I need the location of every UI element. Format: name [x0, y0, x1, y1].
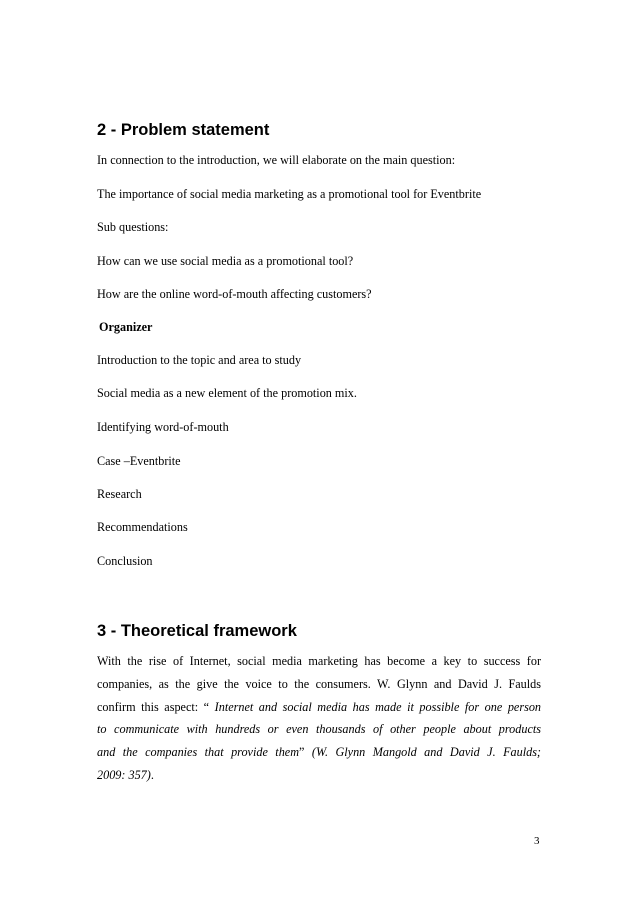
- organizer-item: Conclusion: [97, 554, 153, 568]
- paragraph-line: companies, as the give the voice to the consumers. W. Glynn and David J. Faulds: [97, 676, 541, 691]
- sub-questions-label: Sub questions:: [97, 220, 169, 234]
- intro-text: In connection to the introduction, we will elaborate on the main question:: [97, 153, 456, 167]
- organizer-item: Research: [97, 487, 142, 501]
- paragraph-line: [97, 718, 541, 741]
- citation-period: .: [150, 767, 154, 782]
- sub-question-2: How are the online word-of-mouth affecting customers?: [97, 287, 372, 301]
- section-2-heading: 2 - Problem statement: [97, 121, 270, 139]
- quote-text: Internet and social media has made it possible for one person: [214, 699, 542, 714]
- paragraph-line: With the rise of Internet, social media marketing has become a key to success for: [97, 654, 541, 668]
- paragraph-line: [97, 764, 541, 787]
- organizer-item: Introduction to the topic and area to study: [97, 353, 302, 367]
- paragraph-line: [97, 696, 541, 719]
- quote-intro: confirm this aspect: “: [97, 699, 210, 714]
- organizer-item: Social media as a new element of the promotion mix.: [97, 386, 357, 400]
- theoretical-framework-paragraph: [97, 650, 541, 787]
- page-number: 3: [534, 835, 540, 847]
- main-question: The importance of social media marketing as a promotional tool for Eventbrite: [97, 187, 482, 201]
- organizer-item: Identifying word-of-mouth: [97, 420, 229, 434]
- organizer-item: Recommendations: [97, 520, 188, 534]
- organizer-label: Organizer: [99, 320, 153, 334]
- quote-close: ”: [299, 745, 305, 760]
- quote-text: and the companies that provide them: [97, 745, 299, 760]
- paragraph-line: [97, 741, 541, 764]
- organizer-item: Case –Eventbrite: [97, 454, 181, 468]
- sub-question-1: How can we use social media as a promotional tool?: [97, 254, 354, 268]
- citation: (W. Glynn Mangold and David J. Faulds;: [311, 745, 541, 760]
- citation: 2009: 357): [97, 767, 151, 782]
- section-3-heading: 3 - Theoretical framework: [97, 622, 297, 640]
- quote-text: to communicate with hundreds or even thousands of other people about products: [97, 722, 541, 737]
